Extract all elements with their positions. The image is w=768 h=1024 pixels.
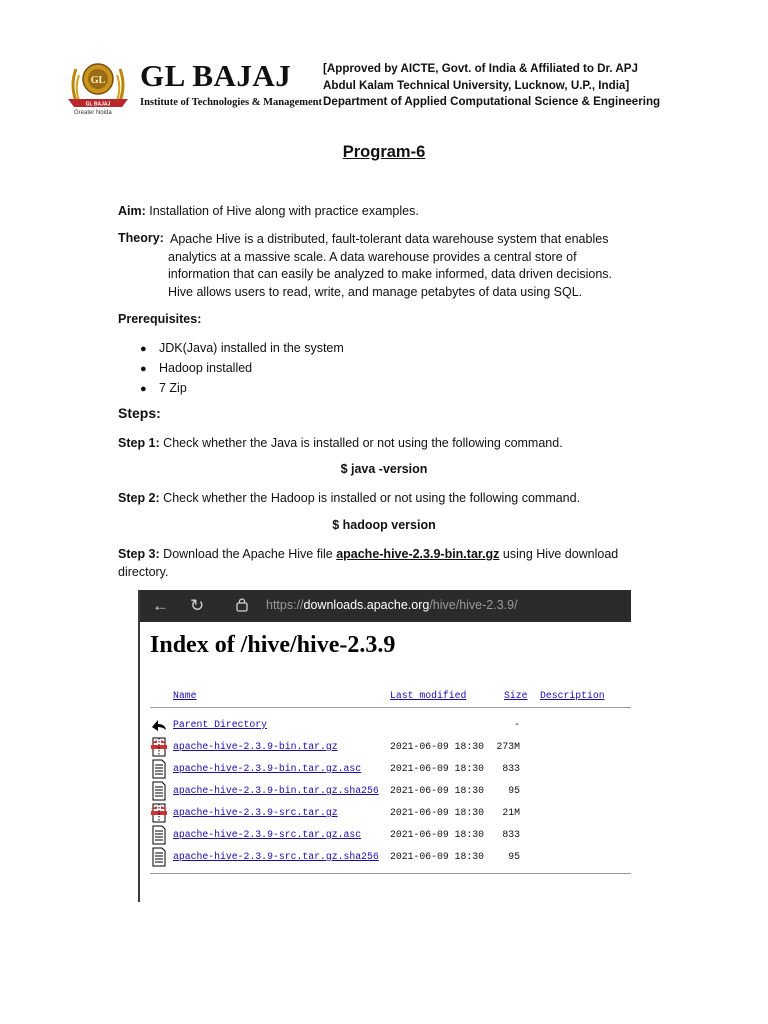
file-link[interactable]: apache-hive-2.3.9-bin.tar.gz	[173, 741, 338, 752]
java-version-command: $ java -version	[340, 462, 428, 476]
browser-screenshot	[138, 590, 631, 902]
step-3	[118, 546, 638, 581]
list-item-text: JDK(Java) installed in the system	[159, 341, 344, 355]
approval-line: [Approved by AICTE, Govt. of India & Affiliated to Dr. APJ	[323, 62, 638, 75]
prerequisites-title: Prerequisites:	[118, 312, 202, 326]
url-path: /hive/hive-2.3.9/	[429, 598, 518, 612]
step-3-text: Download the Apache Hive file	[159, 547, 337, 561]
table-row	[140, 781, 631, 803]
text-file-icon	[150, 825, 168, 845]
step-2-text: Check whether the Hadoop is installed or not using the following command.	[159, 491, 581, 505]
program-title: Program-6	[342, 143, 426, 161]
step-1-label: Step 1:	[118, 436, 160, 450]
table-row	[140, 825, 631, 847]
approval-line: Abdul Kalam Technical University, Lucknow, U.P., India]	[323, 78, 630, 92]
file-link[interactable]: apache-hive-2.3.9-src.tar.gz	[173, 807, 338, 818]
step-3-label: Step 3:	[118, 547, 160, 561]
aim-text: Installation of Hive along with practice examples.	[145, 204, 419, 218]
step-2	[118, 490, 580, 508]
step-1	[118, 435, 563, 453]
step-2-label: Step 2:	[118, 491, 160, 505]
file-link[interactable]: Parent Directory	[173, 719, 268, 730]
column-header-name[interactable]: Name	[173, 690, 197, 701]
theory-line: Hive allows users to read, write, and manage petabytes of data using SQL.	[168, 284, 583, 299]
file-link[interactable]: apache-hive-2.3.9-bin.tar.gz.sha256	[173, 785, 379, 796]
file-date: 2021-06-09 18:30	[390, 829, 485, 840]
file-size: 833	[502, 829, 520, 840]
brand-subtitle: Institute of Technologies & Management	[140, 97, 322, 108]
file-size: 21M	[502, 807, 520, 818]
prerequisites-list	[140, 339, 344, 399]
index-title: Index of /hive/hive-2.3.9	[150, 632, 396, 658]
list-item: ● 7 Zip	[140, 379, 344, 399]
file-link[interactable]: apache-hive-2.3.9-bin.tar.gz.asc	[173, 763, 362, 774]
file-date: 2021-06-09 18:30	[390, 851, 485, 862]
theory-text	[168, 231, 648, 301]
theory-line: information that can easily be analyzed to make informed, data driven decisions.	[168, 267, 612, 281]
table-row	[140, 759, 631, 781]
table-row	[140, 737, 631, 759]
browser-toolbar	[140, 590, 631, 622]
theory-line: Apache Hive is a distributed, fault-tolerant data warehouse system that enables	[170, 232, 609, 246]
file-size: 95	[508, 785, 520, 796]
institute-logo	[62, 55, 134, 117]
site-info-icon[interactable]	[236, 598, 248, 612]
file-size: 273M	[496, 741, 520, 752]
url-host: downloads.apache.org	[303, 598, 430, 612]
file-size: 95	[508, 851, 520, 862]
step-1-text: Check whether the Java is installed or not using the following command.	[159, 436, 563, 450]
divider	[150, 707, 631, 708]
table-row	[140, 803, 631, 825]
logo-ribbon-text: GL BAJAJ	[85, 101, 111, 108]
logo-location: Greater Noida	[74, 110, 112, 116]
department-line: Department of Applied Computational Science & Engineering	[323, 95, 661, 108]
file-link[interactable]: apache-hive-2.3.9-src.tar.gz.asc	[173, 829, 362, 840]
back-arrow-icon	[150, 715, 168, 735]
file-size: -	[514, 719, 520, 730]
url-scheme: https://	[266, 598, 304, 612]
table-row	[140, 847, 631, 869]
hive-file-link[interactable]: apache-hive-2.3.9-bin.tar.gz	[336, 547, 500, 561]
text-file-icon	[150, 759, 168, 779]
divider	[150, 873, 631, 874]
column-header-description[interactable]: Description	[540, 690, 605, 701]
text-file-icon	[150, 847, 168, 867]
list-item-text: Hadoop installed	[159, 361, 253, 375]
list-item: ● JDK(Java) installed in the system	[140, 339, 344, 359]
file-date: 2021-06-09 18:30	[390, 785, 485, 796]
column-header-size[interactable]: Size	[504, 690, 528, 701]
table-row	[140, 715, 631, 737]
text-file-icon	[150, 781, 168, 801]
theory-label: Theory:	[118, 231, 164, 245]
column-header-last-modified[interactable]: Last modified	[390, 690, 467, 701]
aim-label: Aim:	[118, 204, 146, 218]
aim-paragraph	[118, 203, 419, 221]
reload-icon[interactable]: ↻	[190, 596, 205, 615]
file-link[interactable]: apache-hive-2.3.9-src.tar.gz.sha256	[173, 851, 379, 862]
archive-icon	[150, 803, 168, 823]
archive-icon	[150, 737, 168, 757]
file-date: 2021-06-09 18:30	[390, 763, 485, 774]
file-size: 833	[502, 763, 520, 774]
hadoop-version-command: $ hadoop version	[332, 518, 436, 532]
file-date: 2021-06-09 18:30	[390, 807, 485, 818]
step-3-text-end: using Hive download directory.	[118, 547, 619, 579]
theory-line: analytics at a massive scale. A data warehouse provides a central store of	[168, 249, 577, 264]
brand-name: GL BAJAJ	[140, 58, 292, 93]
list-item: ● Hadoop installed	[140, 359, 344, 379]
file-date: 2021-06-09 18:30	[390, 741, 485, 752]
list-item-text: 7 Zip	[159, 381, 187, 395]
steps-title: Steps:	[118, 405, 161, 421]
back-arrow-icon[interactable]: ←	[152, 596, 169, 615]
svg-text:GL: GL	[90, 75, 106, 86]
address-bar[interactable]	[266, 598, 518, 612]
approval-block	[323, 61, 660, 111]
